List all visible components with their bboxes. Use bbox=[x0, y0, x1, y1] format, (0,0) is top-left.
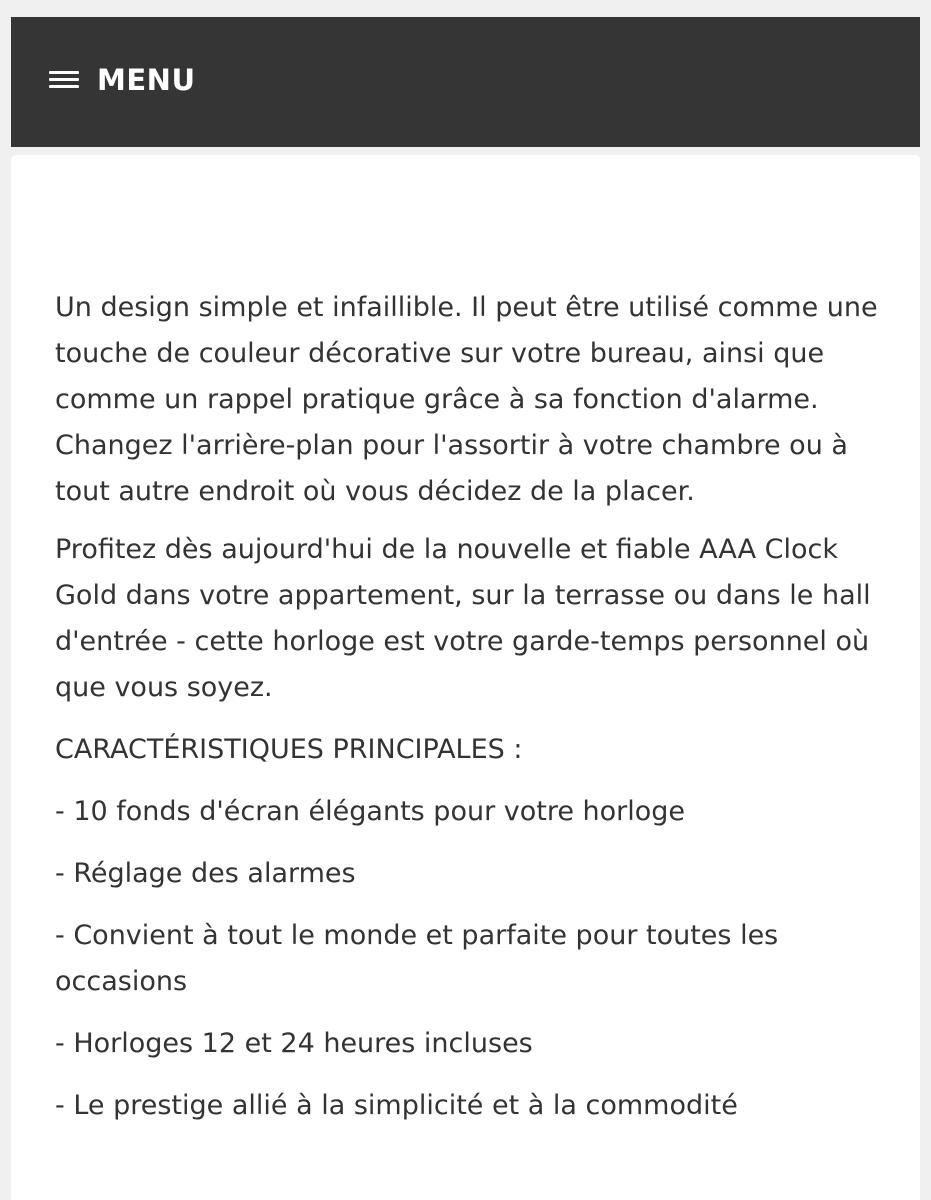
hamburger-menu-icon[interactable] bbox=[49, 71, 79, 89]
feature-item: - Convient à tout le monde et parfaite pour toutes les occasions bbox=[55, 920, 779, 997]
menu-label[interactable]: MENU bbox=[97, 62, 196, 97]
feature-item: - Le prestige allié à la simplicité et à la commodité bbox=[55, 1090, 738, 1121]
feature-item: - 10 fonds d'écran élégants pour votre horloge bbox=[55, 796, 686, 827]
features-heading: CARACTÉRISTIQUES PRINCIPALES : bbox=[55, 734, 523, 765]
top-navbar bbox=[11, 17, 920, 147]
menu-button[interactable] bbox=[49, 63, 196, 97]
feature-item: - Réglage des alarmes bbox=[55, 858, 356, 889]
description-paragraph-2: Profitez dès aujourd'hui de la nouvelle et fiable AAA Clock Gold dans votre appartement, sur la terrasse ou dans le hall d'entrée - cette horloge est votre garde-temps personnel où que vous soyez. bbox=[55, 534, 871, 703]
feature-item: - Horloges 12 et 24 heures incluses bbox=[55, 1028, 533, 1059]
description-paragraph-1: Un design simple et infaillible. Il peut être utilisé comme une touche de couleur décorative sur votre bureau, ainsi que comme un rappel pratique grâce à sa fonction d'alarme. Changez l'arrière-plan pour l'assortir à votre chambre ou à tout autre endroit où vous décidez de la placer. bbox=[55, 292, 878, 507]
description-card bbox=[11, 155, 920, 1200]
